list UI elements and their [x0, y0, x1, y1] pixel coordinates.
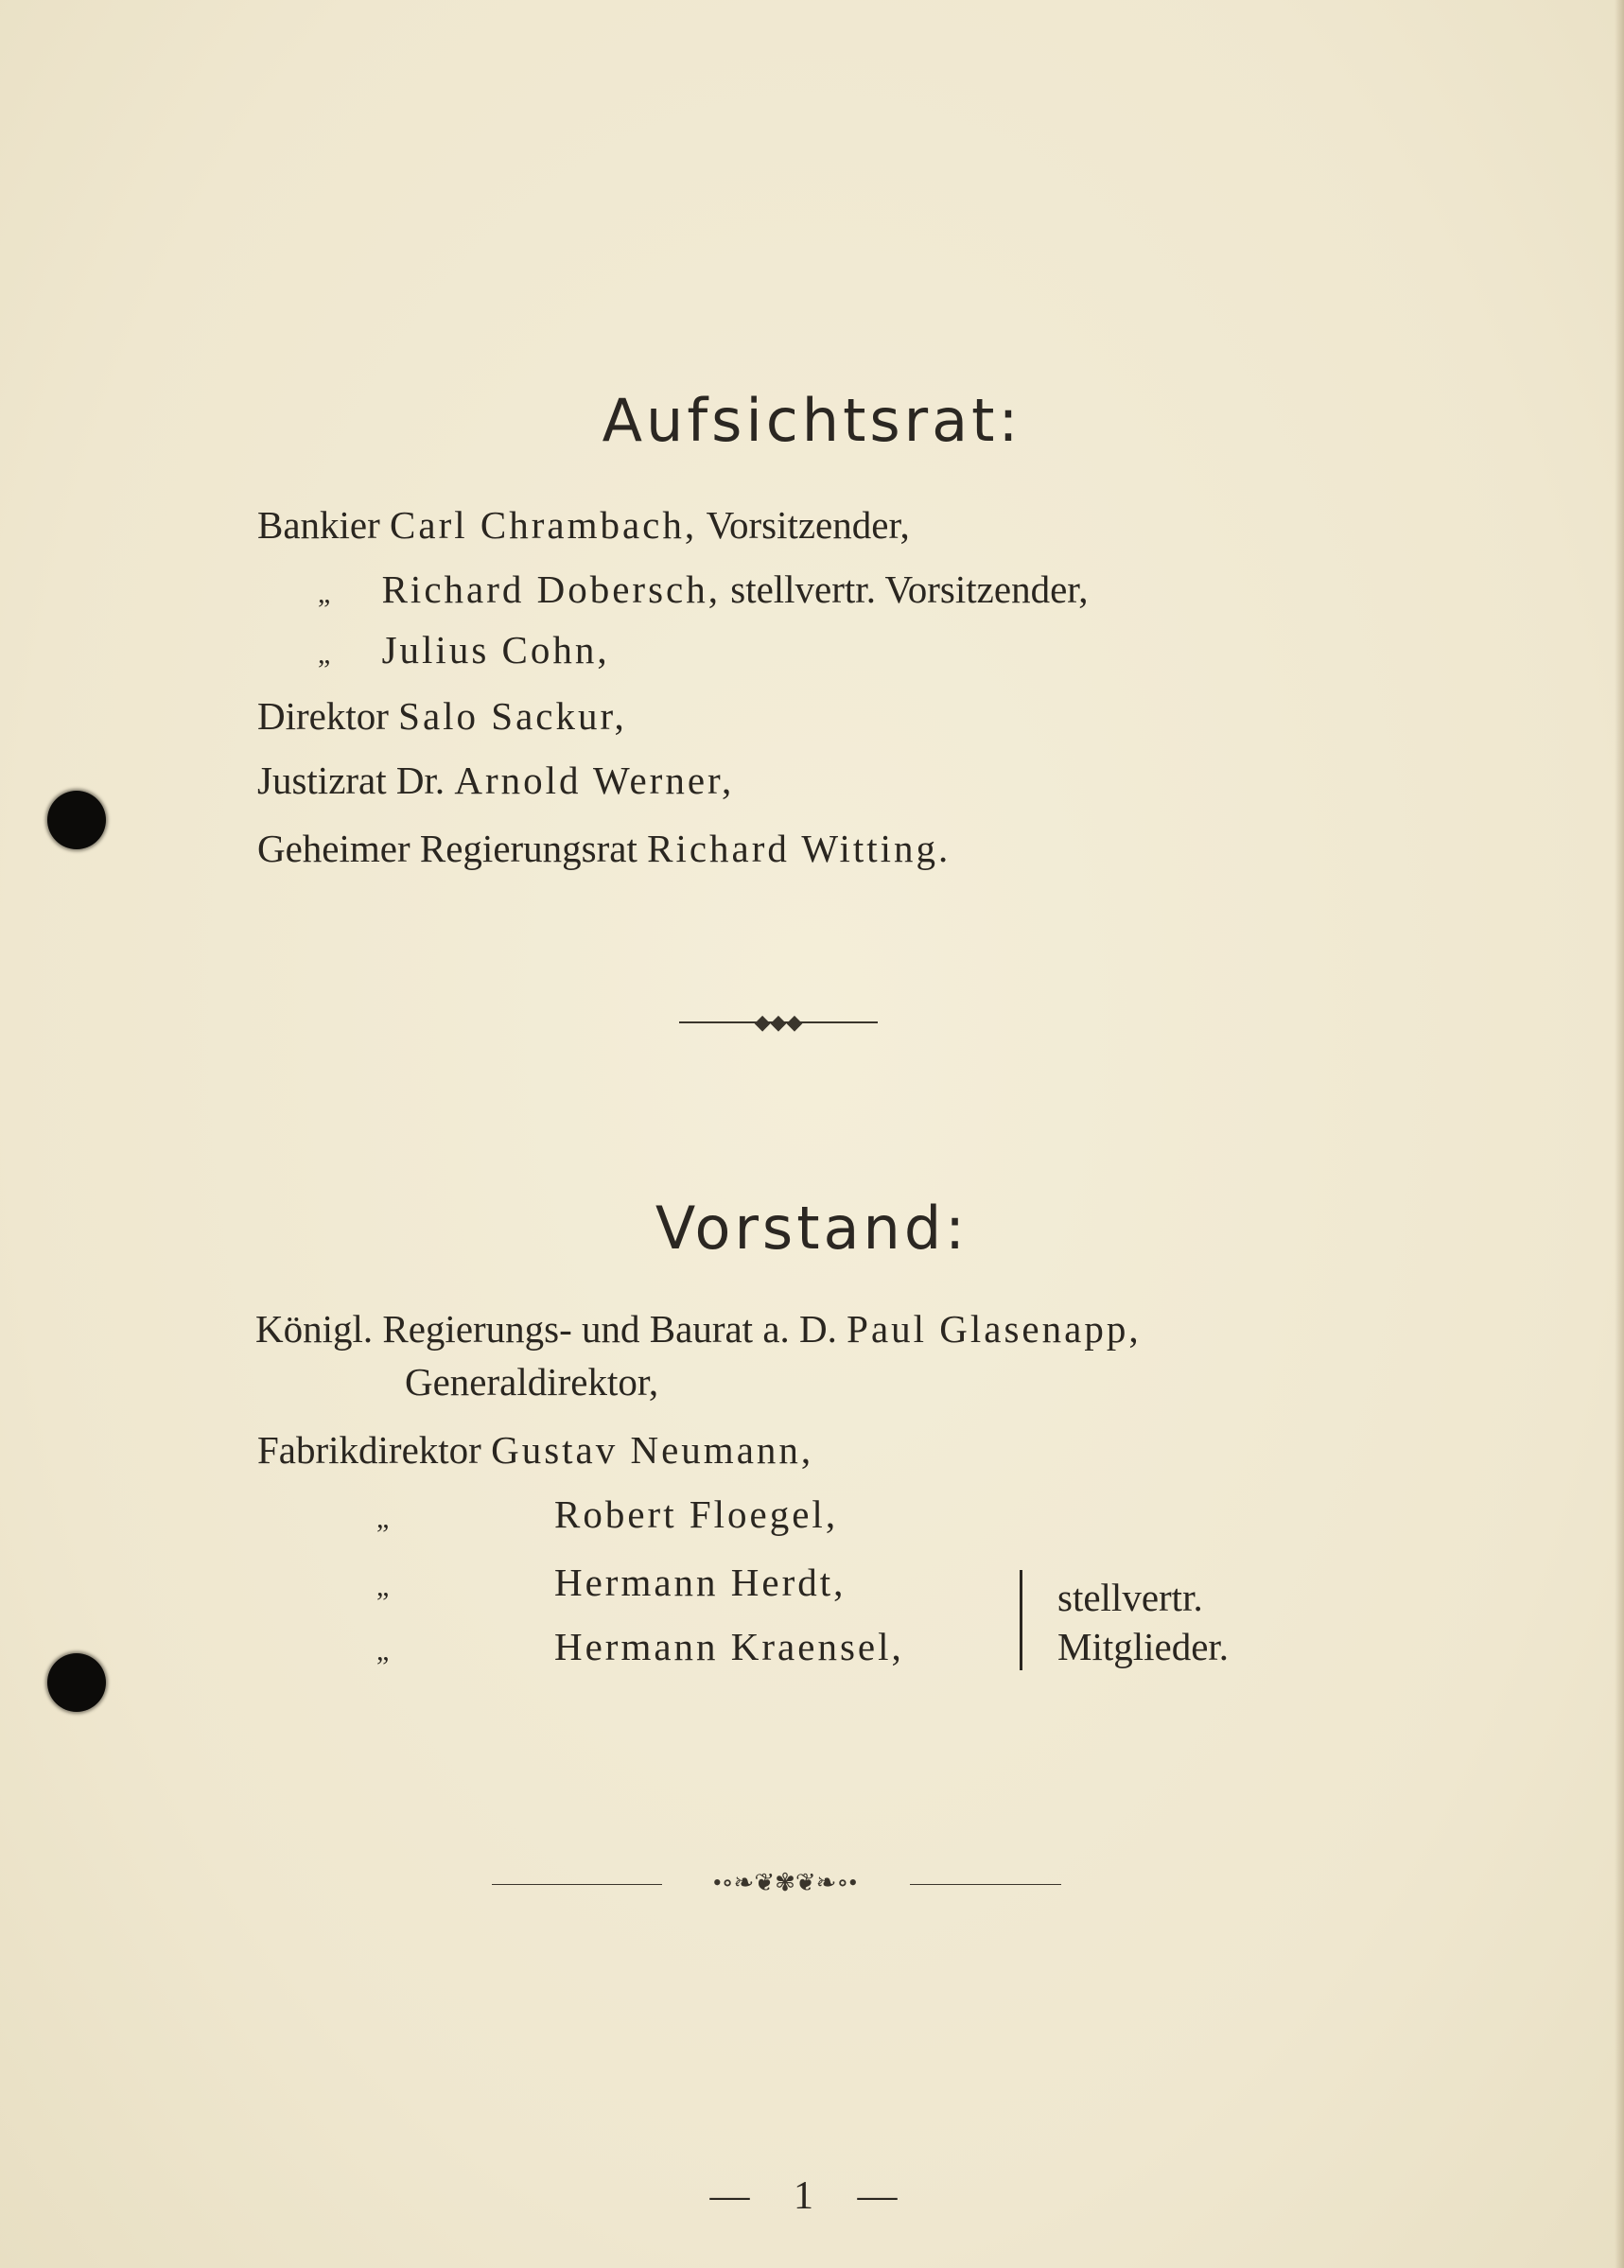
aufsichtsrat-member-5: [257, 757, 734, 804]
deputy-note-line-2: Mitglieder.: [1057, 1625, 1230, 1668]
vorstand-member-4-name: Hermann Herdt,: [554, 1561, 847, 1604]
ornament-rule-right: [910, 1884, 1061, 1885]
vorstand-member-5-name: Hermann Kraensel,: [554, 1625, 904, 1668]
deputy-bracket: [1020, 1570, 1022, 1670]
aufsichtsrat-member-6: [257, 825, 951, 872]
aufsichtsrat-member-3: [318, 626, 610, 678]
member-title: Fabrikdirektor: [257, 1428, 481, 1472]
member-name: Julius Cohn,: [381, 628, 610, 672]
aufsichtsrat-member-1: [257, 501, 910, 549]
vorstand-member-4: [376, 1559, 389, 1611]
vorstand-member-2: [257, 1426, 813, 1474]
member-title: Bankier: [257, 503, 380, 547]
member-title: Direktor: [257, 694, 389, 738]
vorstand-member-1: [255, 1305, 1142, 1352]
member-role: Vorsitzender,: [706, 503, 910, 547]
member-name: Richard Dobersch,: [381, 567, 721, 611]
member-name: Gustav Neumann,: [491, 1428, 814, 1472]
member-name: Arnold Werner,: [454, 759, 735, 802]
ornament-rule-left: [492, 1884, 662, 1885]
ditto-mark: „: [318, 638, 331, 670]
divider-ornament: ◆◆◆: [754, 1010, 803, 1034]
vorstand-member-5: [376, 1623, 389, 1675]
vorstand-member-3-name: Robert Floegel,: [554, 1492, 839, 1536]
vorstand-heading: Vorstand:: [655, 1194, 969, 1263]
deputy-note-line-1: stellvertr.: [1057, 1576, 1203, 1619]
aufsichtsrat-heading: Aufsichtsrat:: [602, 386, 1022, 455]
member-role: stellvertr. Vorsitzender,: [730, 567, 1089, 611]
vorstand-member-3: [376, 1491, 389, 1543]
member-name: Salo Sackur,: [398, 694, 627, 738]
page-number: — 1 —: [709, 2174, 915, 2218]
page-edge-shadow: [1615, 0, 1624, 2268]
member-name: Paul Glasenapp,: [847, 1307, 1142, 1351]
ditto-mark: „: [376, 1571, 390, 1602]
ditto-mark: „: [318, 578, 331, 609]
member-title: Justizrat Dr.: [257, 759, 445, 802]
end-ornament: •∘❧❦✾❦❧∘•: [712, 1869, 858, 1896]
member-name: Richard Witting.: [647, 827, 952, 870]
ditto-mark: „: [376, 1503, 390, 1534]
aufsichtsrat-member-4: [257, 692, 627, 740]
ditto-mark: „: [376, 1635, 390, 1666]
member-title: Königl. Regierungs- und Baurat a. D.: [255, 1307, 837, 1351]
punch-hole-top: [47, 791, 106, 849]
aufsichtsrat-member-2: [318, 566, 1089, 618]
punch-hole-bottom: [47, 1653, 106, 1712]
vorstand-member-1-title: [405, 1358, 658, 1405]
member-name: Carl Chrambach,: [390, 503, 698, 547]
member-role: Generaldirektor,: [405, 1360, 659, 1404]
member-title: Geheimer Regierungsrat: [257, 827, 637, 870]
